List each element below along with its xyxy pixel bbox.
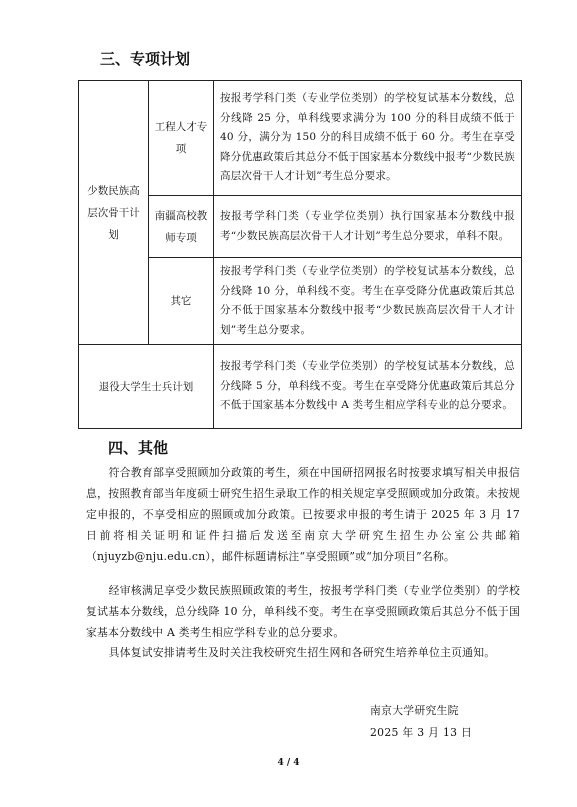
veteran-description: 按报考学科门类（专业学位类别）的学校复试基本分数线，总分线降 5 分，单科线不变。考生在享受降分优惠政策后其总分不低于国家基本分数线中 A 类考生相应学科专业的总分要求。 xyxy=(220,360,515,412)
desc-cell xyxy=(214,196,522,258)
group-label-cell xyxy=(79,81,149,345)
row-description: 按报考学科门类（专业学位类别）的学校复试基本分数线，总分线降 25 分，单科线要求满分为 100 分的科目成绩不低于 40 分，满分为 150 分的科目成绩不低于 60 分。考生在享受降分优惠政策后其总分不低于国家基本分数线中报考“少数民族高层次骨干人才计划”考生总分要求。 xyxy=(220,92,515,183)
desc-cell xyxy=(214,81,522,196)
special-plan-table xyxy=(78,80,522,429)
row-description: 按报考学科门类（专业学位类别）的学校复试基本分数线，总分线降 10 分，单科线不变。考生在享受降分优惠政策后其总分不低于国家基本分数线中报考“少数民族高层次骨干人才计划”考生总分要求。 xyxy=(220,265,515,336)
section-3-heading: 三、专项计划 xyxy=(100,50,191,68)
page-number: 4 / 4 xyxy=(277,758,300,768)
sub-label: 其它 xyxy=(170,295,192,307)
sub-label: 工程人才专项 xyxy=(154,121,208,155)
paragraph-notice: 具体复试安排请考生及时关注我校研究生招生网和各研究生培养单位主页通知。 xyxy=(108,646,496,659)
sub-label-cell xyxy=(149,196,214,258)
desc-cell xyxy=(214,345,522,429)
sub-label-cell xyxy=(149,258,214,345)
table-row xyxy=(79,345,522,429)
sub-label: 南疆高校教师专项 xyxy=(154,209,208,244)
sub-label-cell xyxy=(149,81,214,196)
row-description: 按报考学科门类（专业学位类别）执行国家基本分数线中报考“少数民族高层次骨干人才计划”考生总分要求，单科不限。 xyxy=(220,210,515,242)
section-4-heading: 四、其他 xyxy=(108,439,169,457)
signature-date: 2025 年 3 月 13 日 xyxy=(370,726,473,739)
table-row xyxy=(79,81,522,196)
paragraph-bonus-policy: 符合教育部享受照顾加分政策的考生，须在中国研招网报名时按要求填写相关申报信息，按照教育部当年度硕士研究生招生录取工作的相关规定享受照顾或加分政策。未按规定申报的，不享受相应的照顾或加分政策。已按要求申报的考生请于 2025 年 3 月 17 日前将相关证明和证件扫描后发送至南京大学研究生招生办公室公共邮箱（njuyzb@nju.edu.cn），邮件标题请标注“享受照顾”或“加分项目”名称。 xyxy=(86,466,520,563)
veteran-label-cell xyxy=(79,345,214,429)
group-label: 少数民族高层次骨干计划 xyxy=(87,184,140,241)
veteran-label: 退役大学生士兵计划 xyxy=(98,380,194,393)
desc-cell xyxy=(214,258,522,345)
signature-org: 南京大学研究生院 xyxy=(370,704,459,717)
paragraph-minority-policy: 经审核满足享受少数民族照顾政策的考生，按报考学科门类（专业学位类别）的学校复试基本分数线，总分线降 10 分，单科线不变。考生在享受照顾政策后其总分不低于国家基本分数线中 A 类考生相应学科专业的总分要求。 xyxy=(86,584,520,639)
